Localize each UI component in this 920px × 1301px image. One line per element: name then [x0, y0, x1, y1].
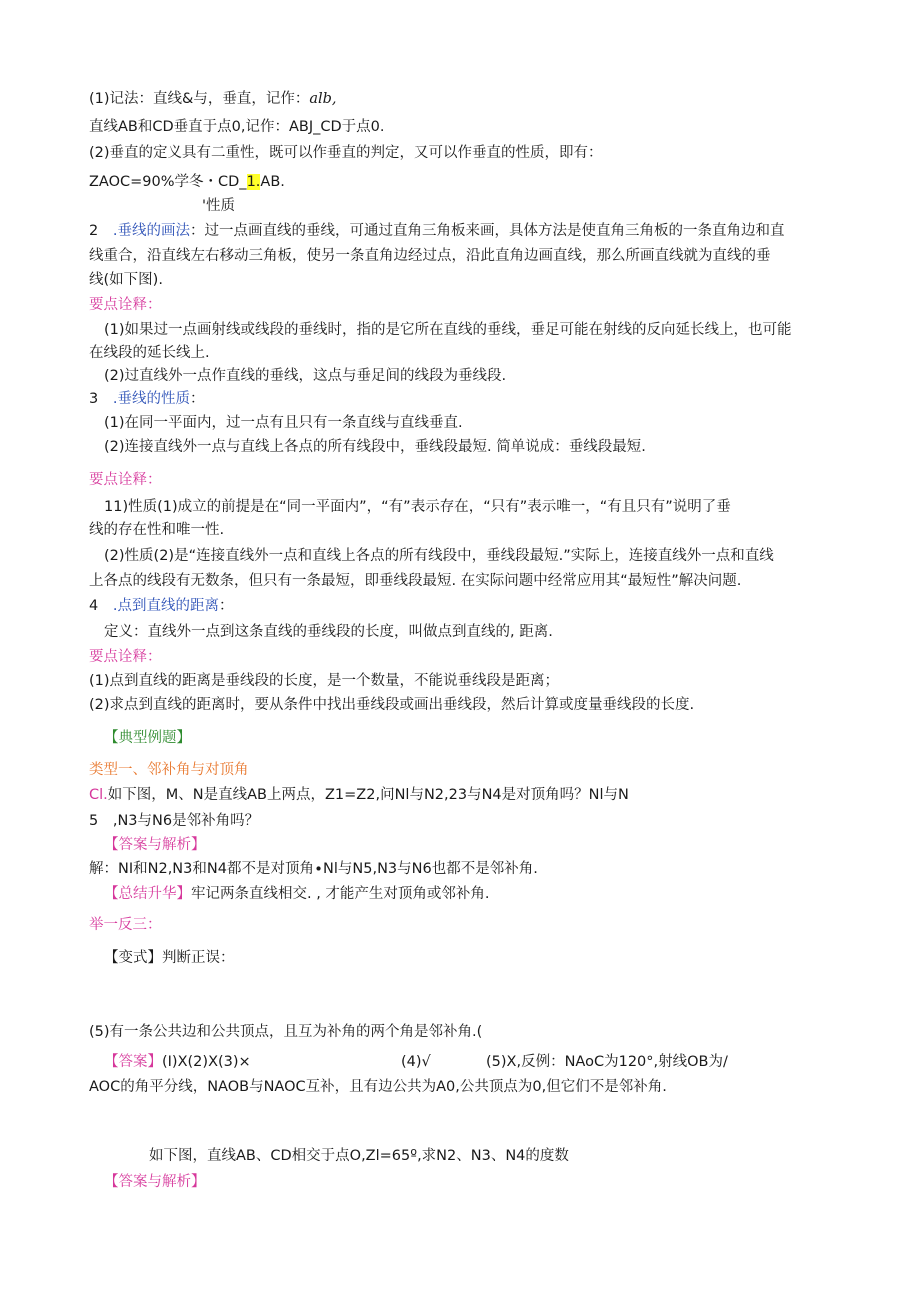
property-label: '性质: [202, 198, 235, 214]
question-text: 如下图，M、N是直线AB上两点，Z1=Z2,问Nl与N2,23与N4是对顶角吗？Nl与N: [107, 787, 629, 803]
paragraph-line: (2)连接直线外一点与直线上各点的所有线段中，垂线段最短. 简单说成：垂线段最短.: [104, 439, 646, 455]
key-points-heading: 要点诠释：: [89, 649, 162, 665]
answer-heading: 【答案与解析】: [104, 1174, 206, 1190]
key-points-heading: 要点诠释：: [89, 472, 162, 488]
formula-line: [89, 172, 285, 192]
section-heading: .垂线的画法: [112, 223, 190, 239]
answer-heading: 【答案与解析】: [104, 837, 206, 853]
judgement-line: (5)有一条公共边和公共顶点，且互为补角的两个角是邻补角.(: [89, 1024, 483, 1040]
summary-heading: 【总结升华】: [104, 886, 191, 902]
question-number: 5: [89, 813, 99, 829]
formula-text-a: ZAOC=90%学冬・CD_: [89, 174, 247, 190]
perpendicular-notation-line: 直线AB和CD垂直于点0,记作：ABJ_CD于点0.: [89, 119, 385, 135]
duality-line: (2)垂直的定义具有二重性，既可以作垂直的判定，又可以作垂直的性质，即有：: [89, 145, 603, 161]
question-line: [89, 811, 259, 831]
definition-line: 定义：直线外一点到这条直线的垂线段的长度，叫做点到直线的, 距离.: [104, 624, 553, 640]
question-text: ,N3与N6是邻补角吗？: [112, 813, 260, 829]
type-heading: 类型一、邻补角与对顶角: [89, 762, 249, 778]
practice-heading: 举一反三：: [89, 917, 162, 933]
answer-part-a: (I)X(2)X(3)×: [162, 1054, 251, 1070]
section-2-line: [89, 221, 784, 241]
answer-label: 【答案】: [104, 1054, 162, 1070]
section-heading: .垂线的性质: [112, 391, 190, 407]
paragraph-line: 在线段的延长线上.: [89, 345, 210, 361]
summary-text: 牢记两条直线相交. , 才能产生对顶角或邻补角.: [191, 886, 490, 902]
paragraph-line: 11)性质(1)成立的前提是在“同一平面内”，“有”表示存在，“只有”表示唯一，“有且只有”说明了垂: [104, 499, 731, 515]
section-text: ：过一点画直线的垂线，可通过直角三角板来画，具体方法是使直角三角板的一条直角边和直: [189, 223, 785, 239]
section-number: 3: [89, 391, 99, 407]
variant-line: 【变式】判断正误：: [104, 950, 235, 966]
paragraph-line: (2)求点到直线的距离时，要从条件中找出垂线段或画出垂线段，然后计算或度量垂线段的长度.: [89, 697, 695, 713]
answer-explanation-line: AOC的角平分线，NAOB与NAOC互补，且有边公共为A0,公共顶点为0,但它们不是邻补角.: [89, 1079, 667, 1095]
question-label: Cl.: [89, 787, 108, 803]
paragraph-line: 线的存在性和唯一性.: [89, 522, 225, 538]
section-number: 4: [89, 598, 99, 614]
section-3-line: [89, 389, 204, 409]
paragraph-line: 线重合，沿直线左右移动三角板，使另一条直角边经过点，沿此直角边画直线，那么所画直线就为直线的垂: [89, 248, 771, 264]
question-line: [89, 785, 629, 805]
section-number: 2: [89, 223, 99, 239]
solution-line: 解：NI和N2,N3和N4都不是对顶角∙Nl与N5,N3与N6也都不是邻补角.: [89, 861, 538, 877]
section-text: ：: [189, 391, 205, 407]
answer-line: [104, 1052, 251, 1072]
notation-text: (1)记法：直线&与，垂直，记作：: [89, 91, 310, 107]
paragraph-line: 上各点的线段有无数条，但只有一条最短，即垂线段最短. 在实际问题中经常应用其“最短性”解决问题.: [89, 573, 742, 589]
section-text: ：: [218, 598, 234, 614]
summary-line: [104, 884, 490, 904]
answer-part-b: (4)√: [401, 1054, 431, 1070]
paragraph-line: (2)性质(2)是“连接直线外一点和直线上各点的所有线段中，垂线段最短.”实际上，连接直线外一点和直线: [104, 548, 774, 564]
paragraph-line: (1)点到直线的距离是垂线段的长度，是一个数量，不能说垂线段是距离；: [89, 673, 560, 689]
problem-line: 如下图，直线AB、CD相交于点O,Zl=65º,求N2、N3、N4的度数: [149, 1148, 569, 1164]
examples-heading: 【典型例题】: [104, 730, 191, 746]
notation-formula: alb,: [309, 91, 337, 107]
answer-part-c: (5)X,反例：NAoC为120°,射线OB为/: [486, 1054, 728, 1070]
section-heading: .点到直线的距离: [112, 598, 219, 614]
paragraph-line: (2)过直线外一点作直线的垂线，这点与垂足间的线段为垂线段.: [104, 368, 507, 384]
highlighted-mark: 1.: [246, 174, 261, 190]
paragraph-line: (1)如果过一点画射线或线段的垂线时，指的是它所在直线的垂线，垂足可能在射线的反向延长线上，也可能: [104, 322, 792, 338]
paragraph-line: (1)在同一平面内，过一点有且只有一条直线与直线垂直.: [104, 415, 463, 431]
paragraph-line: 线(如下图).: [89, 272, 163, 288]
key-points-heading: 要点诠释：: [89, 297, 162, 313]
formula-text-b: AB.: [260, 174, 285, 190]
section-4-line: [89, 596, 233, 616]
notation-line: [89, 89, 337, 109]
